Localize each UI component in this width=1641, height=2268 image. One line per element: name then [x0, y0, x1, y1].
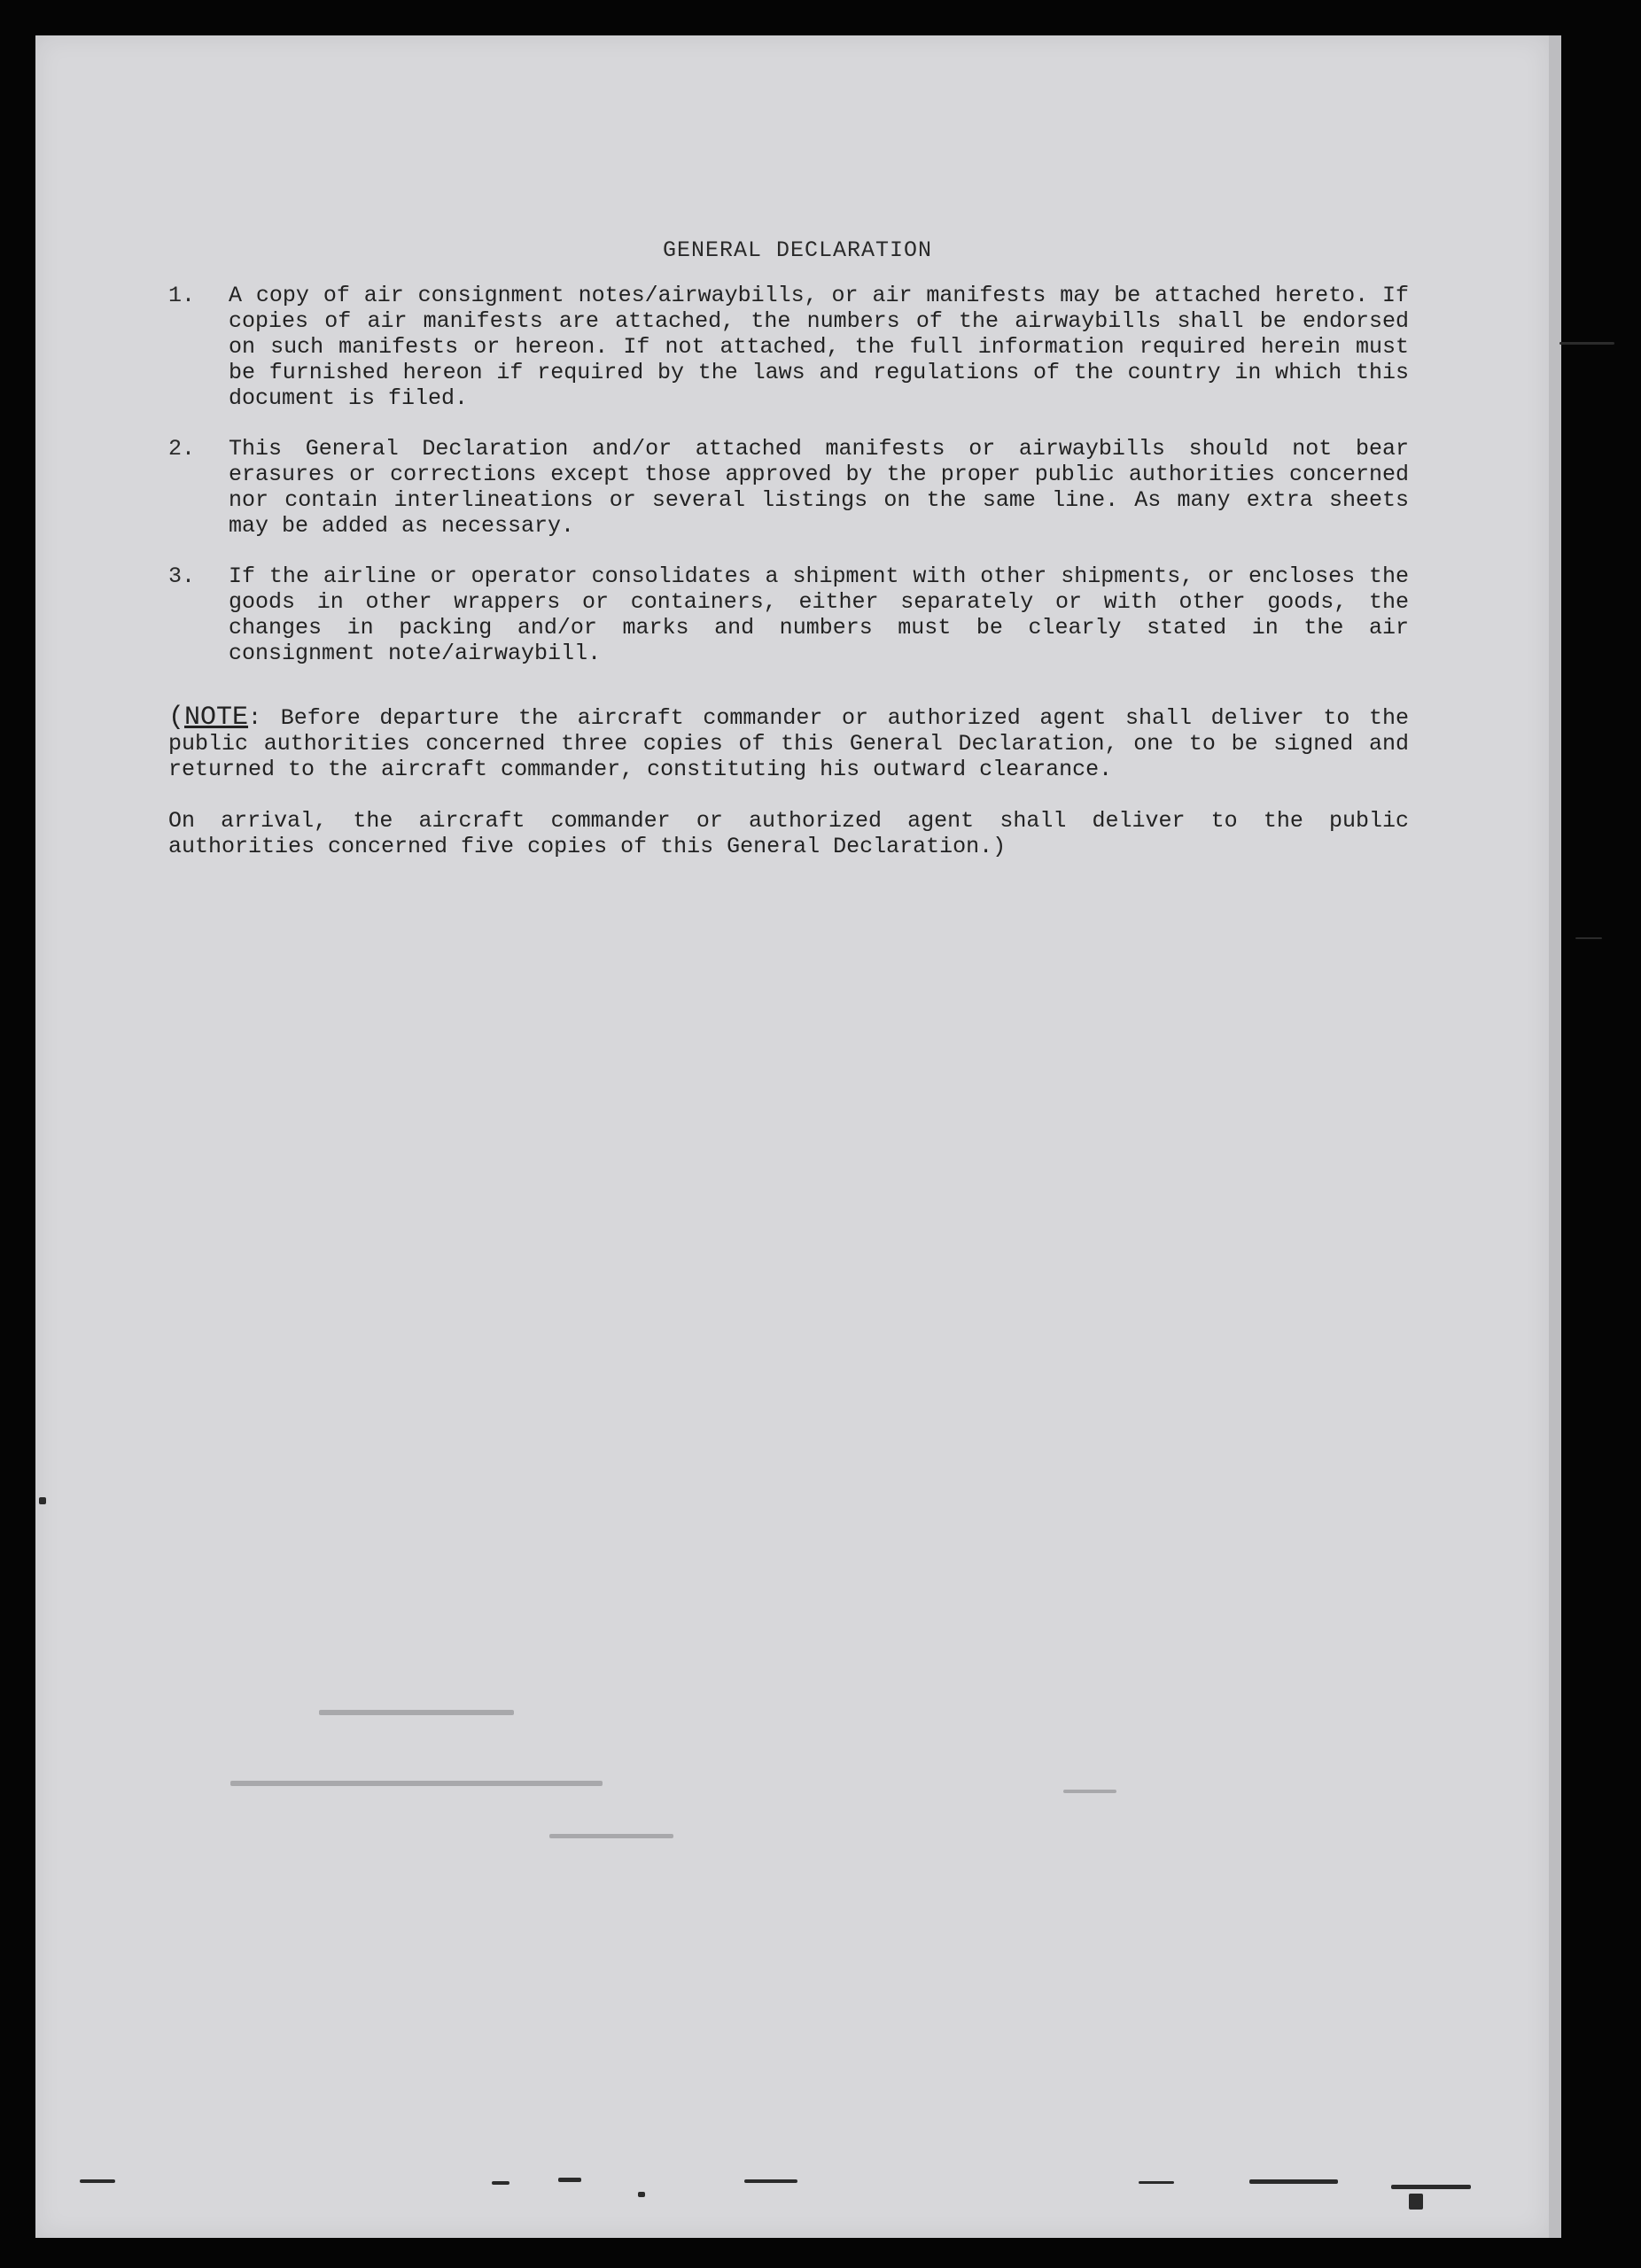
- arrival-paragraph: On arrival, the aircraft commander or authorized agent shall deliver to the public authorities concerned five copies of this General Declaration.): [168, 808, 1409, 859]
- page-edge: [1549, 35, 1561, 2238]
- list-item: [168, 436, 1409, 539]
- item-number: 2.: [168, 436, 196, 462]
- scan-mark: [744, 2179, 797, 2183]
- item-number: 3.: [168, 563, 196, 589]
- note-colon: :: [248, 705, 262, 731]
- item-text: A copy of air consignment notes/airwaybills, or air manifests may be attached hereto. If copies of air manifests are attached, the numbers of the airwaybills shall be endorsed on such manifests or hereon. If not attached, the full information required herein must be furnished hereon if required by the laws and regulations of the country in which this document is filed.: [229, 283, 1409, 411]
- scan-mark: [558, 2178, 581, 2182]
- document-body: [168, 237, 1409, 859]
- document-title: GENERAL DECLARATION: [662, 237, 933, 263]
- scan-mark: [1391, 2185, 1471, 2189]
- scan-mark: [1063, 1790, 1116, 1793]
- scan-mark: [1559, 342, 1614, 345]
- scan-mark: [80, 2179, 115, 2183]
- scan-mark: [319, 1710, 514, 1715]
- scan-mark: [1575, 937, 1602, 939]
- item-text: If the airline or operator consolidates a shipment with other shipments, or encloses the goods in other wrappers or containers, either separately or with other goods, the changes in packing and/or marks and numbers must be clearly stated in the air consignment note/airwaybill.: [229, 563, 1409, 666]
- scan-mark: [230, 1781, 603, 1786]
- scan-mark: [549, 1834, 673, 1838]
- note-paragraph: [168, 705, 1409, 782]
- note-text: Before departure the aircraft commander or authorized agent shall deliver to the public authorities concerned three copies of this General Declaration, one to be signed and returned to the aircraft commander, constituting his outward clearance.: [168, 705, 1409, 782]
- scan-mark: [39, 1497, 46, 1504]
- note-open-paren: (: [168, 703, 185, 733]
- scan-mark: [492, 2181, 509, 2185]
- list-item: [168, 563, 1409, 666]
- item-text: This General Declaration and/or attached manifests or airwaybills should not bear erasures or corrections except those approved by the proper public authorities concerned nor contain interlineations or several listings on the same line. As many extra sheets may be added as necessary.: [229, 436, 1409, 539]
- item-number: 1.: [168, 283, 196, 308]
- list-item: [168, 283, 1409, 411]
- scan-mark: [1139, 2181, 1174, 2184]
- scan-mark: [638, 2192, 645, 2197]
- note-label: NOTE: [184, 703, 249, 733]
- scan-mark: [1249, 2179, 1338, 2184]
- scan-mark: [1409, 2194, 1423, 2210]
